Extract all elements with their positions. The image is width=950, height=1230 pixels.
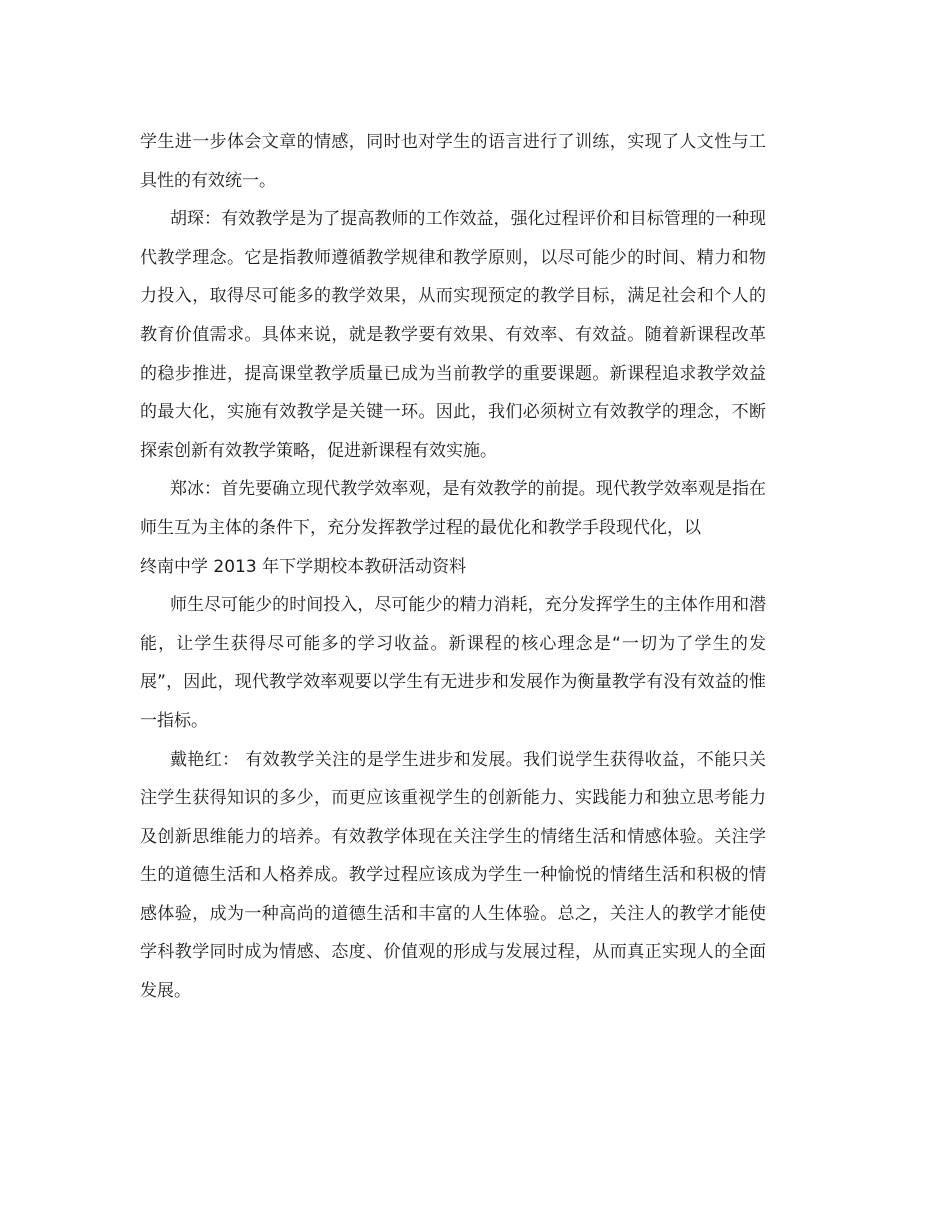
paragraph-dai: 戴艳红： 有效教学关注的是学生进步和发展。我们说学生获得收益，不能只关注学生获得知识的多少，而更应该重视学生的创新能力、实践能力和独立思考能力及创新思维能力的培养。有效教学体现在关注学生的情绪生活和情感体验。关注学生的道德生活和人格养成。教学过程应该成为学生一种愉悦的情绪生活和积极的情感体验，成为一种高尚的道德生活和丰富的人生体验。总之，关注人的教学才能使学科教学同时成为情感、态度、价值观的形成与发展过程，从而真正实现人的全面发展。 (140, 749, 766, 1002)
paragraph-zheng: 郑冰：首先要确立现代教学效率观，是有效教学的前提。现代教学效率观是指在师生互为主体的条件下，充分发挥教学过程的最优化和教学手段现代化，以 (140, 479, 766, 538)
paragraph-hu: 胡琛：有效教学是为了提高教师的工作效益，强化过程评价和目标管理的一种现代教学理念。它是指教师遵循教学规律和教学原则，以尽可能少的时间、精力和物力投入，取得尽可能多的教学效果，从而实现预定的教学目标，满足社会和个人的教育价值需求。具体来说，就是教学要有效果、有效率、有效益。随着新课程改革的稳步推进，提高课堂教学质量已成为当前教学的重要课题。新课程追求教学效益的最大化，实施有效教学是关键一环。因此，我们必须树立有效教学的理念，不断探索创新有效教学策略，促进新课程有效实施。 (140, 209, 766, 461)
paragraph-efficiency: 师生尽可能少的时间投入，尽可能少的精力消耗，充分发挥学生的主体作用和潜能，让学生获得尽可能多的学习收益。新课程的核心理念是“一切为了学生的发展”，因此，现代教学效率观要以学生有无进步和发展作为衡量教学有没有效益的惟一指标。 (140, 595, 766, 731)
document-body (140, 123, 766, 1011)
running-header: 终南中学 2013 年下学期校本教研活动资料 (140, 556, 467, 577)
paragraph-continuation: 学生进一步体会文章的情感，同时也对学生的语言进行了训练，实现了人文性与工具性的有效统一。 (140, 132, 766, 191)
